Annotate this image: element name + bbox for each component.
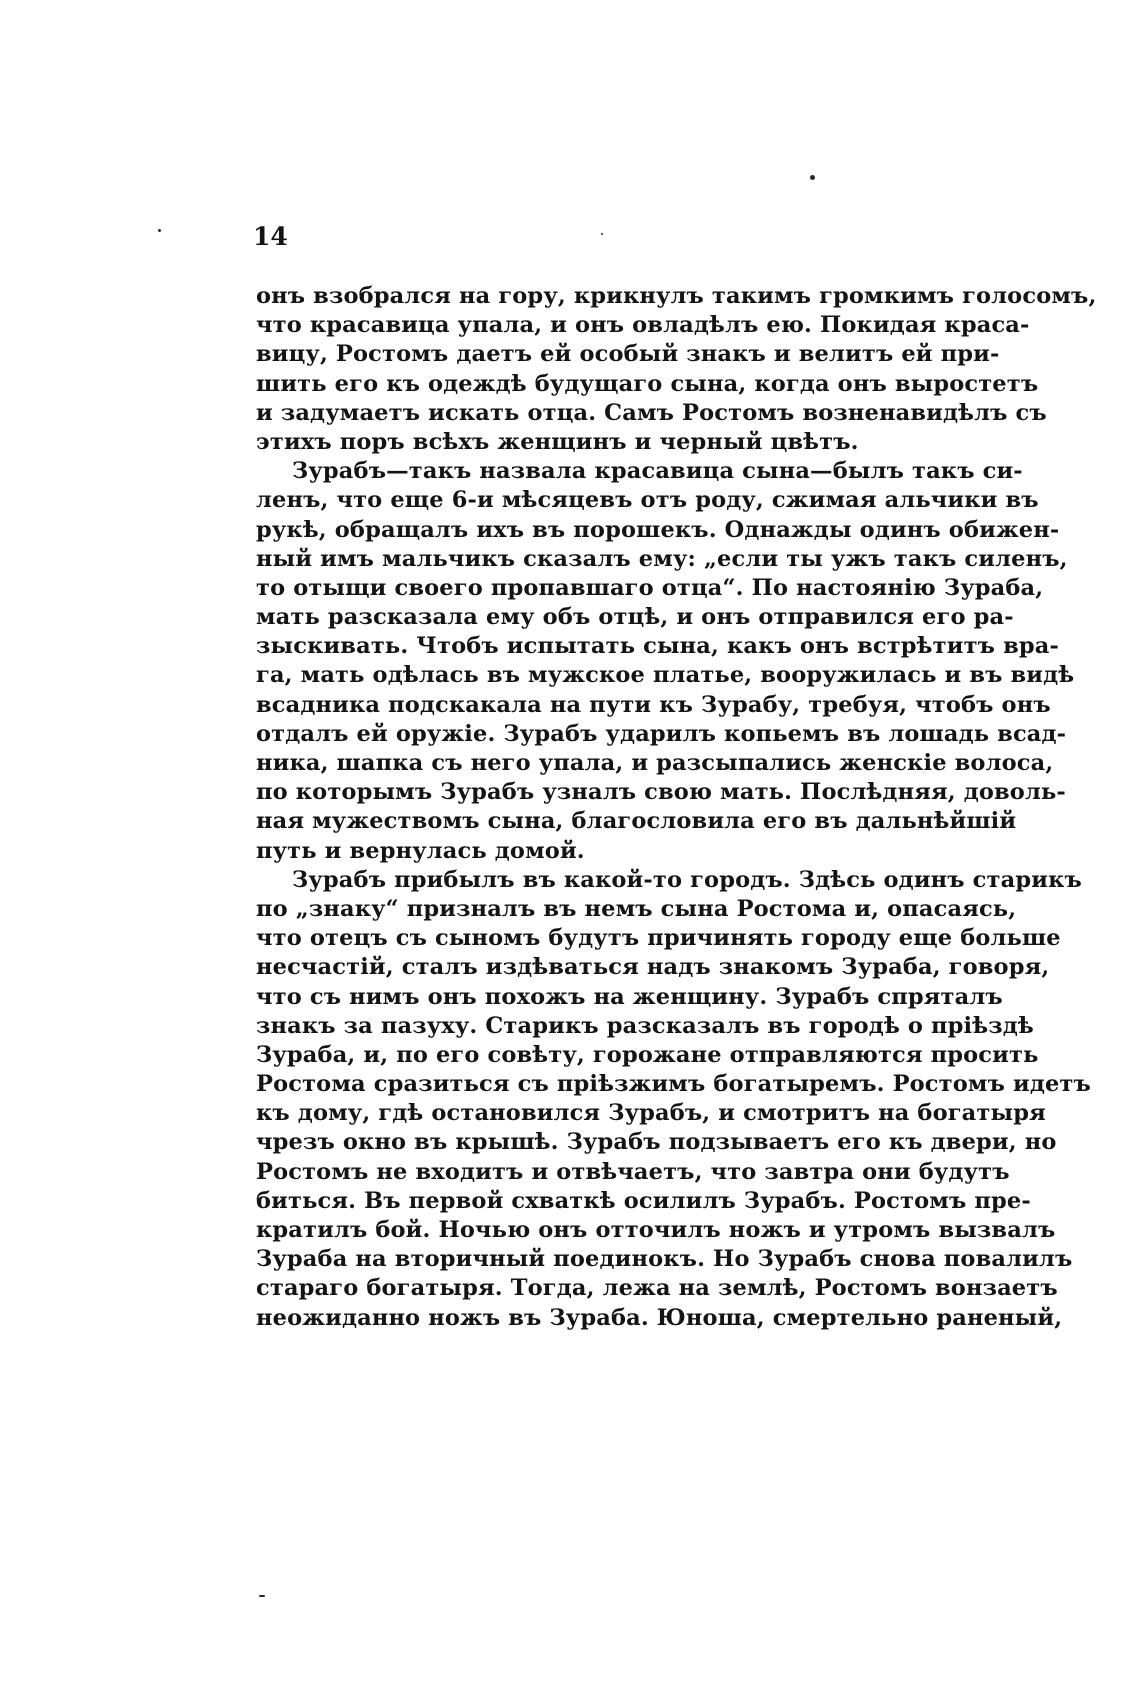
text-line: стараго богатыря. Тогда, лежа на землѣ, Ростомъ вонзаетъ [256,1275,1058,1302]
text-line: что красавица упала, и онъ овладѣлъ ею. Покидая краса- [256,312,1030,339]
scan-speck [601,233,603,235]
text-line: ника, шапка съ него упала, и разсыпались женскіе волоса, [256,750,1054,776]
text-line: шить его къ одеждѣ будущаго сына, когда онъ выростетъ [256,370,1039,397]
text-line: и задумаетъ искать отца. Самъ Ростомъ возненавидѣлъ съ [256,399,1047,426]
text-line: знакъ за пазуху. Старикъ разсказалъ въ городѣ о пріѣздѣ [256,1012,1034,1039]
text-line: га, мать одѣлась въ мужское платье, вооружилась и въ видѣ [256,662,1075,689]
text-line: этихъ поръ всѣхъ женщинъ и черный цвѣтъ. [256,428,859,455]
text-line: чрезъ окно въ крышѣ. Зурабъ подзываетъ его къ двери, но [256,1129,1057,1156]
text-line: мать разсказала ему объ отцѣ, и онъ отправился его ра- [256,604,1014,631]
text-line: всадника подскакала на пути къ Зурабу, требуя, чтобъ онъ [256,691,1051,718]
scan-speck [259,1595,265,1597]
text-line: по которымъ Зурабъ узналъ свою мать. Послѣдняя, доволь- [256,779,1066,806]
text-line: онъ взобрался на гору, крикнулъ такимъ громкимъ голосомъ, [256,283,1097,309]
text-line: несчастій, сталъ издѣваться надъ знакомъ Зураба, говоря, [256,954,1050,981]
text-line: ленъ, что еще 6-и мѣсяцевъ отъ роду, сжимая альчики въ [256,487,1039,514]
text-line: отдалъ ей оружіе. Зурабъ ударилъ копьемъ въ лошадь всад- [256,720,1067,747]
text-line: Зураба на вторичный поединокъ. Но Зурабъ снова повалилъ [256,1246,1073,1273]
text-line: зыскивать. Чтобъ испытать сына, какъ онъ встрѣтитъ вра- [256,633,1059,660]
scan-speck [158,229,161,232]
text-line: вицу, Ростомъ даетъ ей особый знакъ и велитъ ей при- [256,341,1000,368]
text-line: Ростомъ не входитъ и отвѣчаетъ, что завтра они будутъ [256,1158,1010,1185]
text-line: биться. Въ первой схваткѣ осилилъ Зурабъ. Ростомъ пре- [256,1187,1031,1214]
text-line: къ дому, гдѣ остановился Зурабъ, и смотритъ на богатыря [256,1100,1046,1127]
text-line: ный имъ мальчикъ сказалъ ему: „если ты ужъ такъ силенъ, [256,545,1068,572]
text-line: Ростома сразиться съ пріѣзжимъ богатыремъ. Ростомъ идетъ [256,1071,1091,1098]
body-text [256,282,1097,1333]
text-line: то отыщи своего пропавшаго отца“. По настоянію Зураба, [256,574,1044,601]
text-line: неожиданно ножъ въ Зураба. Юноша, смертельно раненый, [256,1304,1063,1331]
page-number: 14 [253,222,288,251]
text-line: Зураба, и, по его совѣту, горожане отправляются просить [256,1041,1039,1068]
text-line: что съ нимъ онъ похожъ на женщину. Зурабъ спряталъ [256,983,1003,1010]
text-line: путь и вернулась домой. [256,837,585,864]
scan-speck [810,175,815,180]
text-line: что отецъ съ сыномъ будутъ причинять городу еще больше [256,925,1061,952]
text-line: рукѣ, обращалъ ихъ въ порошекъ. Однажды одинъ обижен- [256,516,1060,543]
text-line: кратилъ бой. Ночью онъ отточилъ ножъ и утромъ вызвалъ [256,1217,1056,1243]
text-line: Зурабъ—такъ назвала красавица сына—былъ такъ си- [292,458,1023,485]
text-line: Зурабъ прибылъ въ какой-то городъ. Здѣсь одинъ старикъ [292,866,1082,893]
text-line: ная мужествомъ сына, благословила его въ дальнѣйшій [256,808,1017,835]
text-line: по „знаку“ призналъ въ немъ сына Ростома и, опасаясь, [256,895,1017,922]
